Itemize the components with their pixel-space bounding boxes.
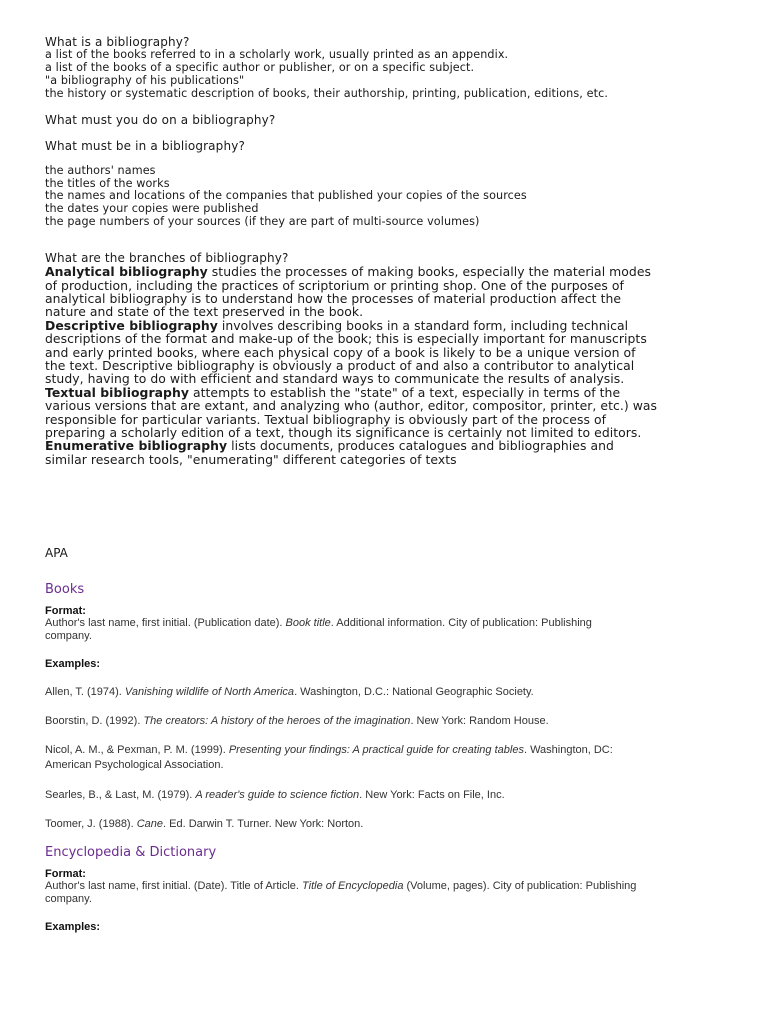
branch-analytical: Analytical bibliography studies the processes of making books, especially the material modes of production, including the practices of scriptorium or printing shop. One of the purposes of analytical bibliography is to understand how the processes of material production affect the nature and state of the text preserved in the book. bbox=[45, 264, 652, 320]
document-page bbox=[45, 35, 735, 466]
list-item: the page numbers of your sources (if they are part of multi-source volumes) bbox=[45, 215, 480, 229]
reference-entry: Boorstin, D. (1992). The creators: A history of the heroes of the imagination. New York: Random House. bbox=[45, 715, 549, 727]
reference-entry: Toomer, J. (1988). Cane. Ed. Darwin T. Turner. New York: Norton. bbox=[45, 818, 364, 830]
books-format: Format: Author's last name, first initial. (Publication date). Book title. Additional information. City of publication: Publishing company. bbox=[45, 605, 592, 642]
definition-line: a list of the books of a specific author or publisher, or on a specific subject. bbox=[45, 60, 475, 74]
examples-label: Examples: bbox=[45, 658, 101, 670]
branch-textual: Textual bibliography attempts to establish the "state" of a text, especially in terms of the various versions that are extant, and analyzing who (author, editor, compositor, printer, etc.) was responsible for particular variants. Textual bibliography is obviously part of the process of preparing a scholarly edition of a text, though its significance is certainly not limited to editors. bbox=[45, 384, 658, 441]
question-heading: What are the branches of bibliography? bbox=[45, 251, 289, 266]
format-label: Format: bbox=[45, 868, 86, 880]
section-what-is bbox=[45, 35, 735, 101]
definition-line: the history or systematic description of books, their authorship, printing, publication, editions, etc. bbox=[45, 86, 608, 100]
branch-term: Descriptive bibliography bbox=[45, 317, 218, 333]
question-heading: What must be in a bibliography? bbox=[45, 138, 245, 153]
format-label: Format: bbox=[45, 605, 86, 617]
encyclopedia-heading: Encyclopedia & Dictionary bbox=[45, 845, 217, 860]
branch-descriptive: Descriptive bibliography involves describing books in a standard form, including technical descriptions of the format and make-up of the book; this is especially important for manuscripts and early printed books, where each physical copy of a book is likely to be a unique version of the text. Descriptive bibliography is obviously a product of and also a contributor to analytical study, having to do with efficient and standard ways to communicate the results of analysis. bbox=[45, 317, 647, 387]
encyclopedia-format: Format: Author's last name, first initial. (Date). Title of Article. Title of Encyclopedia (Volume, pages). City of publication: Publishing company. bbox=[45, 868, 637, 905]
examples-label: Examples: bbox=[45, 921, 101, 933]
list-item: the names and locations of the companies that published your copies of the sources bbox=[45, 189, 527, 203]
branch-term: Textual bibliography bbox=[45, 384, 189, 400]
apa-label: APA bbox=[45, 546, 68, 560]
branch-term: Analytical bibliography bbox=[45, 264, 208, 280]
section-must-be-in bbox=[45, 139, 735, 230]
books-heading: Books bbox=[45, 582, 85, 597]
question-heading: What must you do on a bibliography? bbox=[45, 112, 276, 127]
definition-line: a list of the books referred to in a scholarly work, usually printed as an appendix. bbox=[45, 48, 509, 61]
branch-enumerative: Enumerative bibliography lists documents, produces catalogues and bibliographies and similar research tools, "enumerating" different categories of texts bbox=[45, 438, 614, 467]
reference-entry: Allen, T. (1974). Vanishing wildlife of North America. Washington, D.C.: National Geographic Society. bbox=[45, 686, 534, 698]
section-branches bbox=[45, 251, 735, 466]
list-item: the dates your copies were published bbox=[45, 202, 259, 216]
reference-entry: Searles, B., & Last, M. (1979). A reader's guide to science fiction. New York: Facts on File, Inc. bbox=[45, 789, 505, 801]
reference-entry: Nicol, A. M., & Pexman, P. M. (1999). Presenting your findings: A practical guide for creating tables. Washington, DC: American Psychological Association. bbox=[45, 744, 613, 771]
list-item: the authors' names bbox=[45, 163, 156, 177]
list-item: the titles of the works bbox=[45, 176, 170, 190]
branch-term: Enumerative bibliography bbox=[45, 438, 228, 454]
definition-line: "a bibliography of his publications" bbox=[45, 73, 245, 87]
question-heading: What is a bibliography? bbox=[45, 35, 190, 49]
